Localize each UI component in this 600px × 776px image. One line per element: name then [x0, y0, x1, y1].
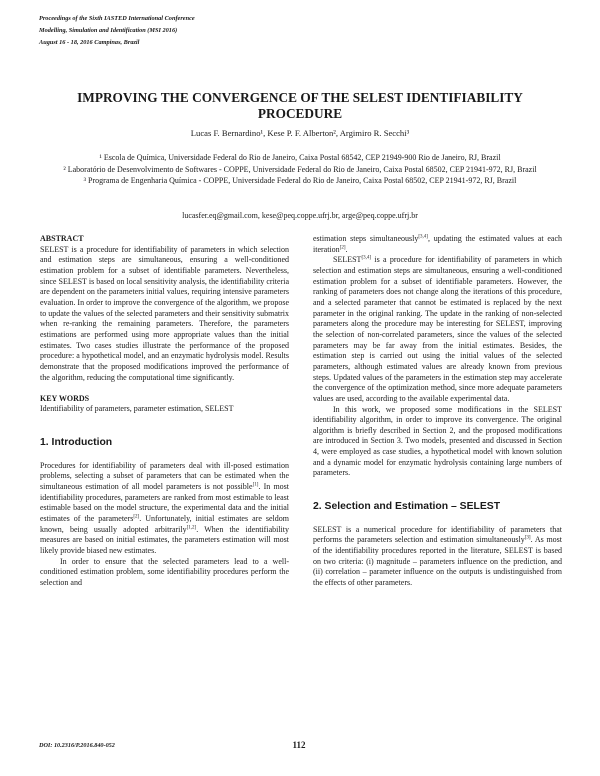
citation: [3,4] [361, 255, 372, 261]
abstract-heading: ABSTRACT [40, 234, 84, 243]
intro-paragraph-3: SELEST[3,4] is a procedure for identifiability of parameters in which selection and estimation steps are simultaneous, ensuring a well-conditioned estimation problem for a subset of identifiable parameters. However, the ranking of parameters does not change along the iterations of this procedure, and a selected parameter that cannot be estimated is replaced by the next parameter in the original ranking. The update in the ranking of non-selected parameters along the procedure may be interesting for SELEST, improving the selection of non-correlated parameters, since the values of the selected parameters may be far away from the initial estimates. Besides, the estimation step is carried out using the initial values of the selected parameters, although estimated values are already known from previous steps. Updated values of the parameters in the estimation step may accelerate the convergence of the optimization method, since more adequate parameters values are used, according to the available experimental data. [313, 255, 562, 403]
keywords-heading: KEY WORDS [40, 393, 90, 403]
conference-header [39, 13, 195, 49]
citation: [3] [524, 535, 531, 541]
title-line-1: IMPROVING THE CONVERGENCE OF THE SELEST IDENTIFIABILITY [77, 90, 523, 105]
affiliations [48, 152, 552, 187]
section-heading-selest: 2. Selection and Estimation – SELEST [313, 501, 501, 513]
intro-paragraph-1: Procedures for identifiability of parameters deal with ill-posed estimation problems, selecting a subset of parameters that can be estimated when the simultaneous estimation of all model parameters is not possible[1]. In most identifiability procedures, parameters are ranked from most estimable to least estimable based on the model structure, the experimental data and the initial estimates of the parameters[2]. Unfortunately, initial estimates are seldom known, being usually adopted arbitrarily[1,2]. When the identifiability measures are based on initial estimates, the parameters estimation will most likely provide biased new estimates. [40, 460, 290, 555]
conference-subtitle: Modelling, Simulation and Identification (MSI 2016) [39, 27, 178, 34]
intro-paragraph-4: In this work, we proposed some modifications in the SELEST identifiability algorithm, in order to improve its convergence. The original algorithm is briefly described in Section 2, and the proposed modifications are introduced in Section 3. Two models, presented and discussed in Section 4, were employed as case studies, a hypothetical model with known solution and a dynamic model for enzymatic hydrolysis containing large numbers of parameters. [313, 404, 562, 478]
left-column [40, 234, 289, 589]
page-number: 112 [292, 740, 306, 750]
affiliation-2: ² Laboratório de Desenvolvimento de Softwares - COPPE, Universidade Federal do Rio de Janeiro, Caixa Postal 68502, CEP 21941-972, RJ, Brazil [63, 164, 537, 174]
right-column [313, 234, 562, 589]
author-list: Lucas F. Bernardino¹, Kese P. F. Alberton², Argimiro R. Secchi³ [190, 128, 410, 138]
paper-title [40, 90, 560, 122]
intro-paragraph-2-continued: estimation steps simultaneously[3,4], updating the estimated values at each iteration[2]. [313, 234, 562, 254]
author-emails: lucasfer.eq@gmail.com, kese@peq.coppe.ufrj.br, arge@peq.coppe.ufrj.br [182, 211, 418, 220]
intro-paragraph-2: In order to ensure that the selected parameters lead to a well-conditioned estimation problem, some identifiability procedures perform the selection and [40, 556, 289, 587]
citation: [2] [133, 514, 140, 520]
keywords-text: Identifiability of parameters, parameter estimation, SELEST [40, 404, 234, 414]
conference-dates: August 16 - 18, 2016 Campinas, Brazil [39, 39, 140, 46]
section-heading-introduction: 1. Introduction [40, 437, 113, 449]
title-line-2: PROCEDURE [257, 106, 343, 121]
citation: [1] [252, 482, 259, 488]
doi: DOI: 10.2316/P.2016.840-052 [39, 742, 115, 749]
citation: [3,4] [418, 234, 428, 240]
abstract-text: SELEST is a procedure for identifiability of parameters in which selection and estimation steps are simultaneous, ensuring a well-conditioned estimation problem for a subset of identifiable parameters. Nevertheless, since SELEST is based on local sensitivity analysis, the identifiability criteria are dependent on the parameters initial values, requiring intensive parameters evaluation. In order to improve the convergence of the algorithm, we propose to update the values of the selected parameters and their sensitivity submatrix when re-ranking the remaining parameters. Therefore, the parameters estimations are performed using more appropriate values than the initial estimates. Two cases studies illustrate the performance of the proposed procedure: a hypothetical model, and an enzymatic hydrolysis model. Results demonstrate that the proposed modifications improved the performance of the algorithm, reducing the computational time significantly. [40, 244, 289, 382]
affiliation-3: ³ Programa de Engenharia Química - COPPE, Universidade Federal do Rio de Janeiro, Caixa Postal 68502, CEP 21941-972, RJ, Brazil [83, 176, 517, 186]
section2-paragraph-1: SELEST is a numerical procedure for identifiability of parameters that performs the parameters selection and estimation simultaneously[3]. As most of the identifiability procedures reported in the literature, SELEST is based on two criteria: (i) magnitude – parameters influence on the prediction, and (ii) correlation – parameter influence on the outputs is undistinguished from the effects of other parameters. [313, 524, 562, 587]
citation: [2] [339, 245, 346, 250]
citation: [1,2] [186, 524, 197, 530]
affiliation-1: ¹ Escola de Química, Universidade Federal do Rio de Janeiro, Caixa Postal 68542, CEP 21949-900 Rio de Janeiro, RJ, Brazil [99, 153, 501, 162]
conference-name: Proceedings of the Sixth IASTED International Conference [39, 15, 195, 22]
